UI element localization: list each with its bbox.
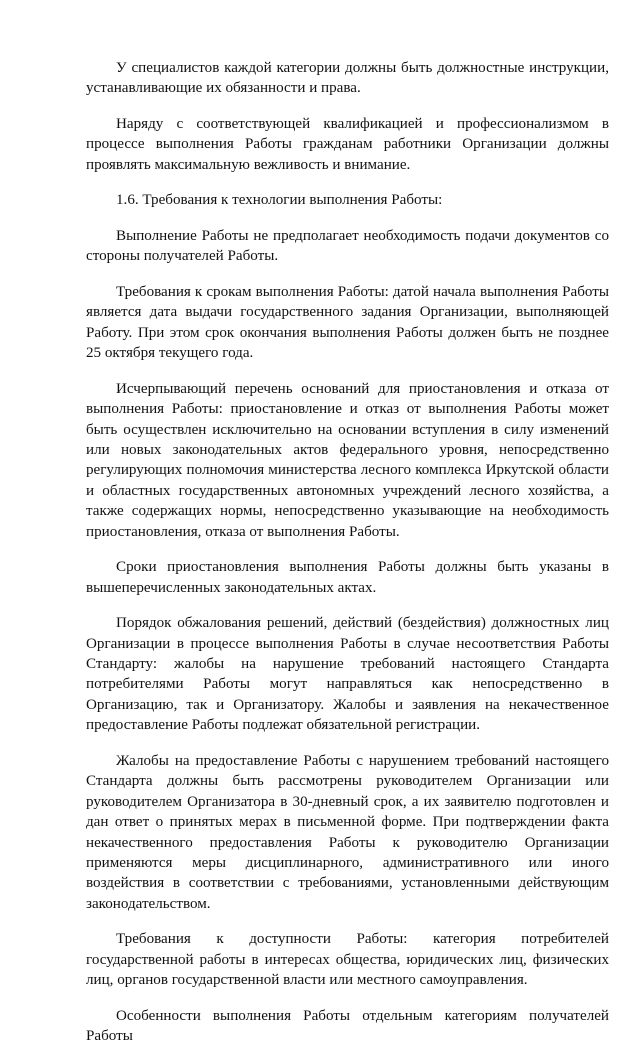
paragraph-suspension-terms: Сроки приостановления выполнения Работы должны быть указаны в вышеперечисленных законодательных актах. — [86, 559, 609, 596]
paragraph-staff-instructions: У специалистов каждой категории должны быть должностные инструкции, устанавливающие их обязанности и права. — [86, 60, 609, 97]
section-heading-1-6: 1.6. Требования к технологии выполнения Работы: — [116, 192, 443, 209]
paragraph-appeal-procedure: Порядок обжалования решений, действий (бездействия) должностных лиц Организации в процессе выполнения Работы в случае несоответствия Работы Стандарту: жалобы на нарушение требований настоящего Стандарта потребителями Работы могут направляться как непосредственно в Организацию, так и Организатору. Жалобы и заявления на некачественное предоставление Работы подлежат обязательной регистрации. — [86, 615, 609, 734]
paragraph-complaints: Жалобы на предоставление Работы с нарушением требований настоящего Стандарта должны быть рассмотрены руководителем Организации или руководителем Организатора в 30-дневный срок, а их заявителю подготовлен и дан ответ о принятых мерах в письменной форме. При подтверждении факта некачественного предоставления Работы к руководителю Организации применяются меры дисциплинарного, административного или иного воздействия в соответствии с требованиями, установленными действующим законодательством. — [86, 752, 609, 912]
document-body — [86, 58, 609, 1062]
paragraph-no-documents: Выполнение Работы не предполагает необходимость подачи документов со стороны получателей Работы. — [86, 228, 609, 265]
paragraph-suspension-grounds: Исчерпывающий перечень оснований для приостановления и отказа от выполнения Работы: приостановление и отказ от выполнения Работы может быть осуществлен исключительно на основании вступления в силу изменений или новых законодательных актов федерального уровня, непосредственно регулирующих полномочия министерства лесного комплекса Иркутской области и областных государственных автономных учреждений лесного хозяйства, а также содержащих нормы, непосредственно указывающие на необходимость приостановления, отказа от выполнения Работы. — [86, 380, 609, 540]
paragraph-special-categories: Особенности выполнения Работы отдельным категориям получателей Работы — [86, 1007, 609, 1045]
paragraph-accessibility: Требования к доступности Работы: категория потребителей государственной работы в интересах общества, юридических лиц, физических лиц, органов государственной власти или местного самоуправления. — [86, 931, 609, 989]
paragraph-deadlines: Требования к срокам выполнения Работы: датой начала выполнения Работы является дата выдачи государственного задания Организации, выполняющей Работу. При этом срок окончания выполнения Работы должен быть не позднее 25 октября текущего года. — [86, 284, 609, 362]
paragraph-politeness: Наряду с соответствующей квалификацией и профессионализмом в процессе выполнения Работы гражданам работники Организации должны проявлять максимальную вежливость и внимание. — [86, 116, 609, 173]
